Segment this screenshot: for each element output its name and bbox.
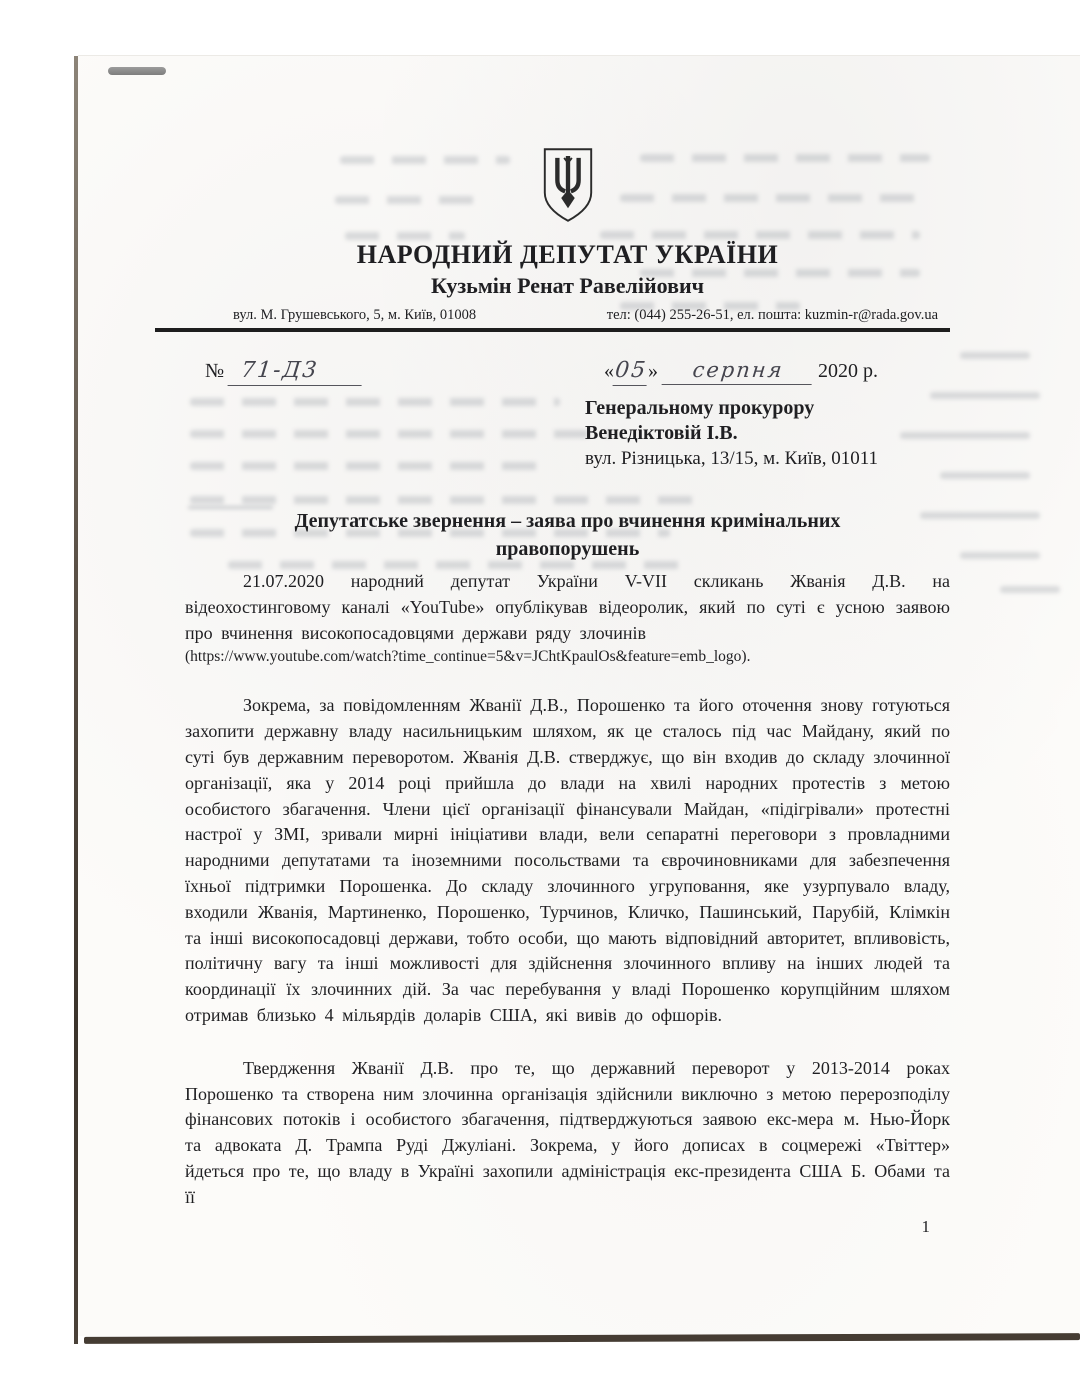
page-number: 1 — [921, 1216, 930, 1236]
paragraph-3: Твердження Жванії Д.В. про те, що державний переворот у 2013-2014 роках Порошенко та створена ним злочинна організація здійснили виключно з метою перерозподілу фінансових потоків і особистого збагачення, підтверджуються заявою екс-мера м. Нью-Йорк та адвоката Д. Трампа Руді Джуліані. Зокрема, у його дописах в соцмережі «Твіттер» йдеться про те, що владу в Україні захопили адміністрація екс-президента США Б. Обами та її — [185, 1057, 950, 1207]
ukraine-trident-icon — [539, 146, 597, 224]
date-quote-open: « — [604, 360, 614, 382]
page-bottom-edge — [84, 1333, 1080, 1344]
address-text: вул. М. Грушевського, 5, м. Київ, 01008 — [233, 307, 477, 323]
document-page — [78, 55, 1080, 1336]
organization-name: НАРОДНИЙ ДЕПУТАТ УКРАЇНИ — [356, 240, 779, 269]
letter-content — [78, 146, 1080, 1237]
recipient-name: Венедіктовій І.В. — [585, 422, 738, 444]
date-day: 05 — [613, 358, 650, 386]
paragraph-1-url: (https://www.youtube.com/watch?time_continue=5&v=JChtKpaulOs&feature=emb_logo). — [185, 648, 751, 666]
contact-row — [185, 307, 950, 328]
recipient-address: вул. Різницька, 13/15, м. Київ, 01011 — [585, 448, 879, 469]
reference-date — [604, 358, 878, 386]
date-year: 2020 р. — [818, 360, 878, 382]
paragraph-1: 21.07.2020 народний депутат України V-VII скликань Жванія Д.В. на відеохостинговому каналі «YouTube» опублікував відеоролик, який по суті є усною заявою про вчинення високопосадовцями держави ряду злочинів — [185, 571, 950, 643]
paragraph-2: Зокрема, за повідомленням Жванії Д.В., Порошенко та його оточення знову готуються захопити державну владу насильницьким шляхом, як це сталось під час Майдану, який по суті був державним переворотом. Жванія Д.В. стверджує, що він входив до складу злочинної організації, яка у 2014 році прийшла до влади на хвилі народних протестів з метою особистого збагачення. Члени цієї організації фінансували Майдан, «підігрівали» протестні настрої у ЗМІ, зривали мирні ініціативи влади, вели сепаратні переговори з провладними народними депутатами та іноземними посольствами та єврочиновниками для забезпечення їхньої підтримки Порошенка. До складу злочинного угруповання, яке узурпувало владу, входили Жванія, Мартиненко, Порошенко, Турчинов, Кличко, Пашинський, Парубій, Клімкін та інші високопосадовці держави, тобто особи, що мають відповідний авторитет, впливовість, політичну вагу та інші можливості для здійснення злочинного впливу на інших людей та координації їх злочинних дій. За час перебування у владі Порошенко корупційним шляхом отримав близько 4 мільярдів доларів США, які вивів до офшорів. — [185, 695, 950, 1025]
reference-row — [185, 358, 950, 386]
contacts-text: тел: (044) 255-26-51, ел. пошта: kuzmin-r@rada.gov.ua — [606, 307, 938, 323]
scan-mark — [108, 67, 166, 75]
reference-number-label: № — [205, 360, 225, 382]
date-quote-close: » — [648, 360, 658, 382]
reference-number-value: 71-Д3 — [228, 358, 365, 386]
person-name: Кузьмін Ренат Равелійович — [430, 273, 705, 298]
reference-number — [205, 358, 363, 386]
subject-title: Депутатське звернення – заява про вчинення кримінальних правопорушень — [294, 510, 841, 560]
date-month: серпня — [662, 358, 815, 385]
recipient-title: Генеральному прокурору — [585, 397, 815, 419]
header-rule — [155, 328, 950, 332]
recipient-block — [585, 396, 950, 471]
